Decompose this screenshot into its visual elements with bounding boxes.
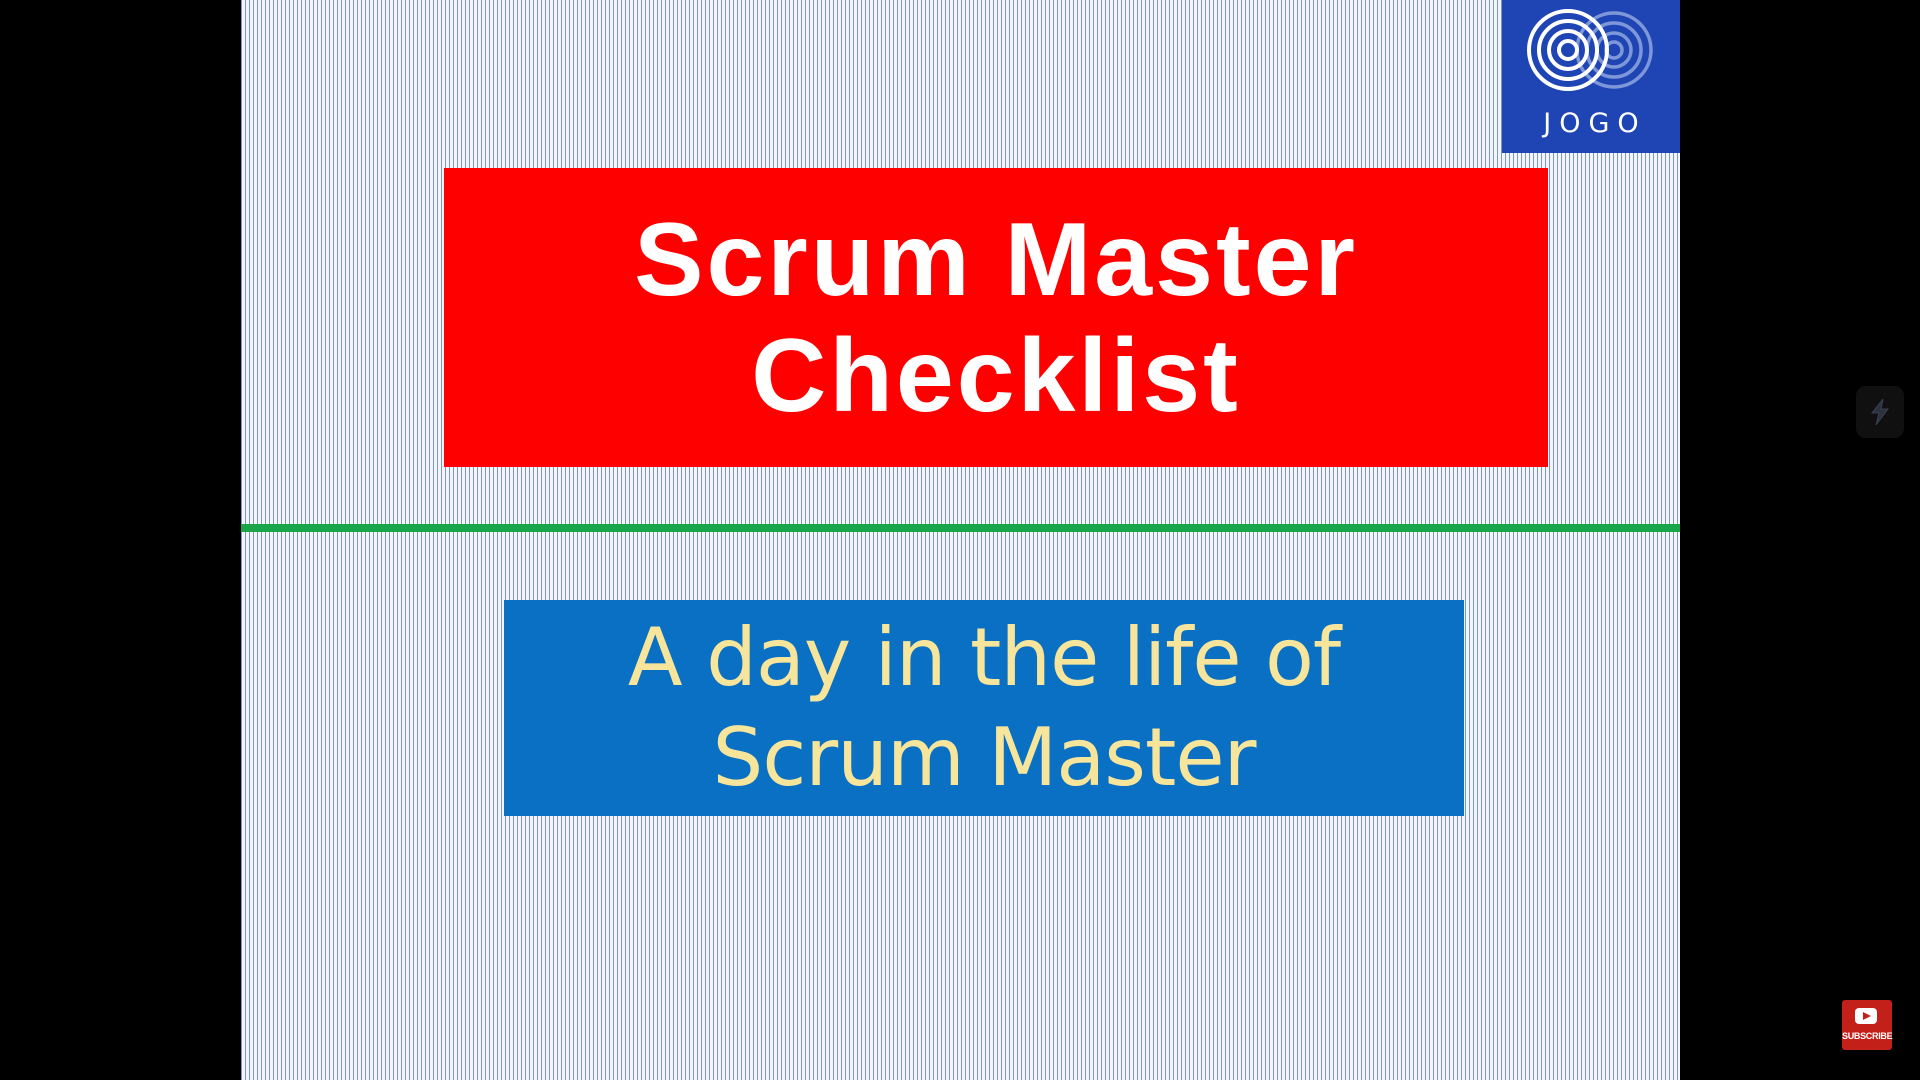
youtube-play-icon	[1855, 1008, 1877, 1024]
subtitle-line-2: Scrum Master	[712, 711, 1256, 804]
green-divider-line	[241, 524, 1680, 532]
logo-wordmark: JOGO	[1543, 108, 1647, 139]
subtitle-line-1: A day in the life of	[627, 611, 1341, 704]
concentric-rings-logo-icon	[1512, 6, 1670, 106]
lightning-bolt-icon	[1868, 398, 1892, 426]
title-banner	[444, 168, 1548, 467]
title-line-2: Checklist	[751, 317, 1241, 434]
subtitle-banner	[504, 600, 1464, 816]
subscribe-label: SUBSCRIBE	[1842, 1031, 1893, 1041]
jogo-logo	[1502, 0, 1680, 153]
side-widget-button[interactable]	[1856, 386, 1904, 438]
subscribe-button[interactable]	[1842, 1000, 1892, 1050]
presentation-slide	[241, 0, 1680, 1080]
title-line-1: Scrum Master	[634, 201, 1358, 318]
